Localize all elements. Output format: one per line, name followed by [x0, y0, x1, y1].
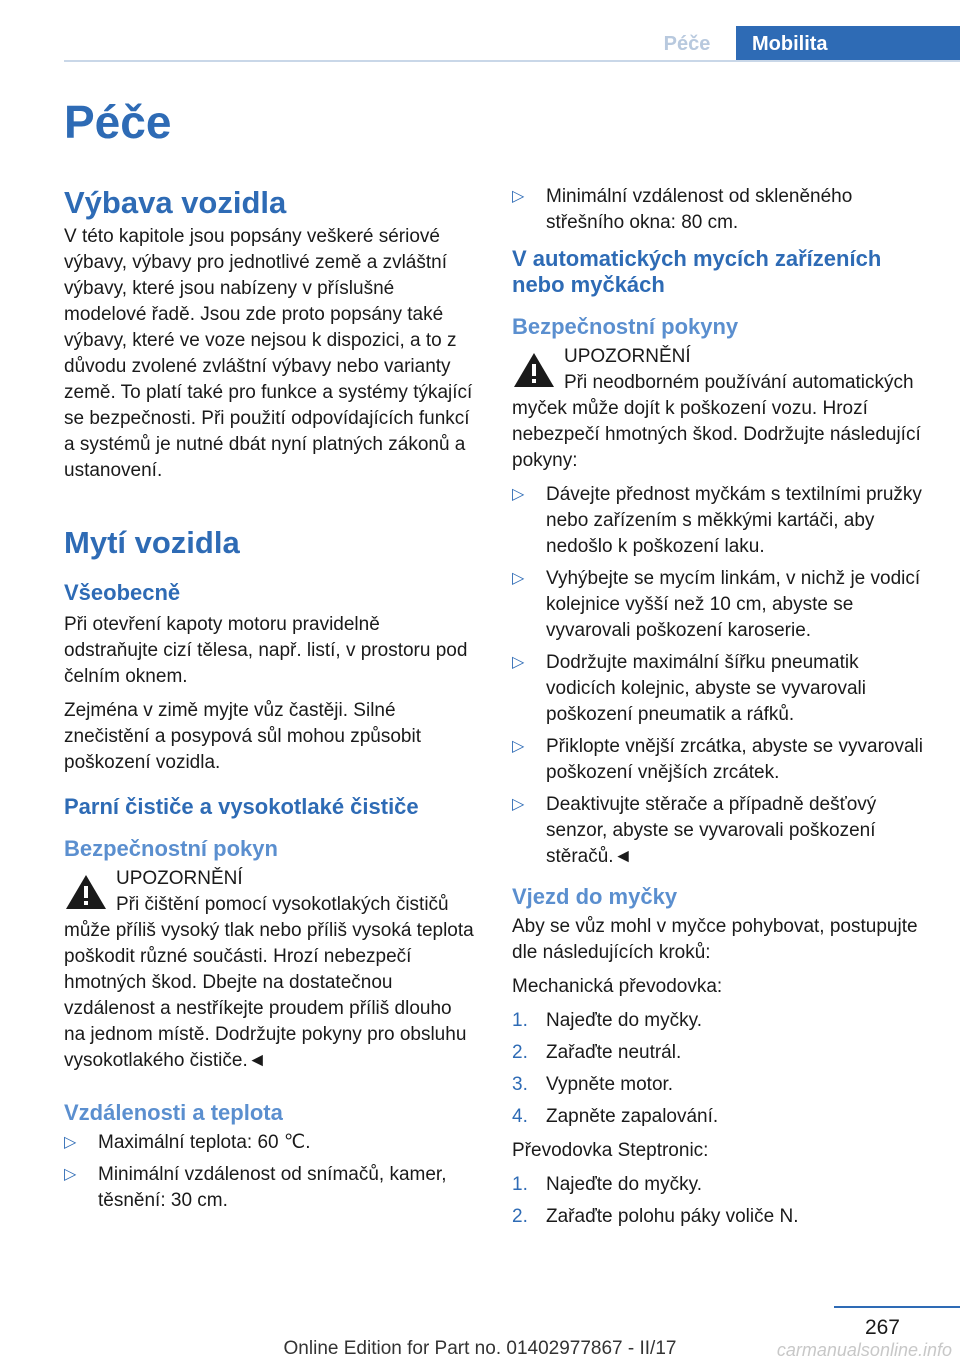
paragraph-vybava: V této kapitole jsou popsány veškeré sériové výbavy, výbavy pro jednotlivé země a zvláštní výbavy, které jsou nabízeny v příslušné modelové řadě. Jsou zde proto popsány také výbavy, které ve voze nejsou k dispozici, a to z důvodu zvolené zvláštní výbavy nebo varianty země. To platí také pro funkce a systémy týkající se bezpečnosti. Při použití odpovídajících funkcí a systémů je nutné dbát nyní platných zákonů a ustanovení. [64, 226, 473, 481]
left-column [64, 184, 476, 1222]
tab-mobilita[interactable]: Mobilita [736, 26, 960, 62]
watermark: carmanualsonline.info [776, 1340, 952, 1360]
heading-vjezd: Vjezd do myčky [512, 884, 678, 909]
triangle-marker-icon: ▷ [512, 654, 525, 671]
list-item: 2. Zařaďte polohu páky voliče N. [512, 1206, 799, 1227]
tab-pece[interactable]: Péče [663, 33, 711, 55]
heading-bezpecnostni-pokyny: Bezpečnostní pokyny [512, 314, 739, 339]
steps-steptronic [512, 1172, 924, 1230]
paragraph-steptronic: Převodovka Steptronic: [512, 1140, 709, 1161]
list-item: ▷ Maximální teplota: 60 ℃. [64, 1130, 476, 1156]
list-item: 3. Vypněte motor. [512, 1074, 674, 1095]
list-item: ▷ Dávejte přednost myčkám s textilními pružky nebo zařízením s měkkými kartáči, aby nedošlo k poškození laku. [512, 484, 922, 557]
heading-myti: Mytí vozidla [64, 525, 240, 560]
list-myck-pokyny [512, 482, 924, 870]
warning-block [64, 866, 476, 1074]
list-item: ▷ Dodržujte maximální šířku pneumatik vodicích kolejnic, abyste se vyvarovali poškození pneumatik a ráfků. [512, 652, 866, 725]
triangle-marker-icon: ▷ [512, 188, 525, 205]
list-item: 4. Zapněte zapalování. [512, 1106, 719, 1127]
list-item: ▷ Minimální vzdálenost od snímačů, kamer, těsnění: 30 cm. [64, 1164, 447, 1211]
warning-icon [512, 350, 556, 390]
triangle-marker-icon: ▷ [64, 1166, 77, 1183]
page-number: 267 [864, 1316, 900, 1339]
heading-vybava: Výbava vozidla [64, 185, 287, 220]
heading-parni: Parní čističe a vysokotlaké čističe [64, 794, 419, 819]
steps-mechanicka [512, 1008, 924, 1130]
right-column [512, 184, 924, 1238]
list-item: ▷ Vyhýbejte se mycím linkám, v nichž je vodicí kolejnice vyšší než 10 cm, abyste se vyvarovali poškození karoserie. [512, 568, 921, 641]
list-item: 1. Najeďte do myčky. [512, 1010, 702, 1031]
heading-bezpecnostni-pokyn: Bezpečnostní pokyn [64, 836, 278, 861]
warning-icon [64, 872, 108, 912]
heading-vzdalenosti: Vzdálenosti a teplota [64, 1100, 283, 1125]
paragraph-vseobecne-2: Zejména v zimě myjte vůz častěji. Silné znečistění a posypová sůl mohou způsobit poškození vozidla. [64, 700, 421, 773]
list-strecha [512, 184, 924, 236]
footer-edition: Online Edition for Part no. 01402977867 - II/17 [283, 1338, 677, 1359]
page-number-rule [834, 1306, 960, 1308]
warning-text: Při čištění pomocí vysokotlakých čističů může příliš vysoký tlak nebo příliš vysoká teplota poškodit různé součásti. Hrozí nebezpečí hmotných škod. Dbejte na dostatečnou vzdálenost a nestříkejte proudem příliš dlouho na jednom místě. Dodržujte pokyny pro obsluhu vysokotlakého čističe.◄ [64, 894, 474, 1071]
list-item: 2. Zařaďte neutrál. [512, 1042, 682, 1063]
triangle-marker-icon: ▷ [512, 738, 525, 755]
paragraph-vseobecne-1: Při otevření kapoty motoru pravidelně odstraňujte cizí tělesa, např. listí, v prostoru pod čelním oknem. [64, 614, 468, 687]
list-vzdalenosti [64, 1130, 476, 1214]
heading-vseobecne: Všeobecně [64, 580, 181, 605]
triangle-marker-icon: ▷ [64, 1134, 77, 1151]
triangle-marker-icon: ▷ [512, 486, 525, 503]
heading-mycky: V automatických mycích zařízeních nebo myčkách [512, 246, 882, 297]
triangle-marker-icon: ▷ [512, 570, 525, 587]
list-item: 1. Najeďte do myčky. [512, 1174, 702, 1195]
warning-title: UPOZORNĚNÍ [564, 346, 691, 367]
paragraph-mechanicka: Mechanická převodovka: [512, 976, 723, 997]
list-item: ▷ Přiklopte vnější zrcátka, abyste se vyvarovali poškození vnějších zrcátek. [512, 736, 923, 783]
triangle-marker-icon: ▷ [512, 796, 525, 813]
page-title: Péče [64, 96, 172, 148]
header-rule [64, 60, 960, 62]
paragraph-vjezd: Aby se vůz mohl v myčce pohybovat, postupujte dle následujících kroků: [512, 916, 918, 963]
list-item: ▷ Minimální vzdálenost od skleněného střešního okna: 80 cm. [512, 186, 853, 233]
list-item: ▷ Deaktivujte stěrače a případně dešťový senzor, abyste se vyvarovali poškození stěračů.◄ [512, 794, 877, 867]
warning-text: Při neodborném používání automatických myček může dojít k poškození vozu. Hrozí nebezpečí hmotných škod. Dodržujte následující pokyny: [512, 372, 921, 471]
warning-block [512, 344, 924, 474]
warning-title: UPOZORNĚNÍ [116, 868, 243, 889]
